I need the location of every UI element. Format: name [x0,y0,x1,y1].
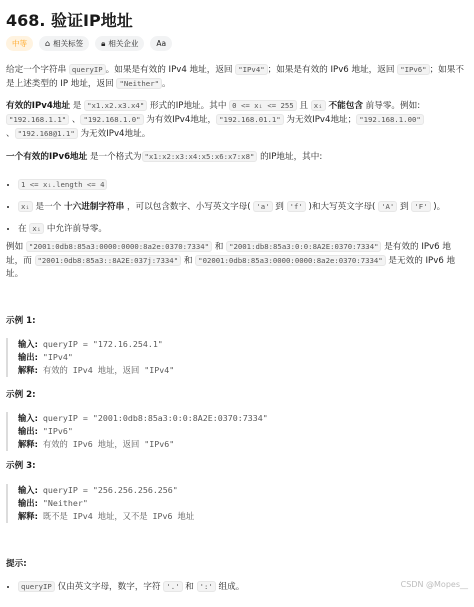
font-size-button[interactable] [150,36,172,51]
inline-code: queryIP [18,581,55,592]
inline-code: xᵢ [18,201,33,212]
example-3-heading: 示例 3: [6,461,36,471]
ipv4-text: 为无效IPv4地址。 [77,129,151,139]
list-item [18,196,466,218]
explanation-value: 有效的 IPv6 地址，返回 "IPv6" [42,439,175,449]
ipv6-text: 是一个格式为 [87,152,142,162]
ipv4-text: 、 [69,115,81,125]
output-value: "IPv4" [42,352,73,362]
example-text: 和 [181,256,196,266]
ipv6-text: 的IP地址，其中: [257,152,323,162]
inline-code: 'F' [411,201,430,212]
ipv4-emphasis: 不能包含 [325,101,363,111]
inline-code: 1 <= xᵢ.length <= 4 [18,179,107,190]
explanation-key: 解释: [18,511,38,521]
list-text: )。 [430,202,446,212]
input-key: 输入: [18,339,38,349]
list-text: 到 [272,202,287,212]
explanation-value: 有效的 IPv4 地址，返回 "IPv4" [42,365,175,375]
inline-code: 'A' [378,201,397,212]
ipv4-text: 形式的IP地址。其中 [147,101,230,111]
inline-code: "192.168@1.1" [15,128,78,139]
ipv4-text: 为有效IPv4地址， [143,115,217,125]
example-1-heading: 示例 1: [6,316,36,326]
list-text: )和大写英文字母( [305,202,379,212]
input-value: queryIP = "256.256.256.256" [42,485,178,495]
tag-icon: ⌂ [45,38,51,48]
explanation-value: 既不是 IPv4 地址，又不是 IPv6 地址 [42,511,195,521]
example-text: 是有效的 IPv6 地址，而 [6,242,451,266]
related-tags-button[interactable] [39,36,89,51]
list-text: 是一个 [32,202,65,212]
font-icon: Aa [156,39,167,48]
related-companies-label: 相关企业 [108,39,139,48]
inline-code: 'a' [253,201,272,212]
inline-code: "x1.x2.x3.x4" [84,100,147,111]
inline-code: xᵢ [29,223,44,234]
inline-code: xᵢ [311,100,326,111]
inline-code: "2001:db8:85a3:0:0:8A2E:0370:7334" [226,241,381,252]
example-text: 例如 [6,242,26,252]
output-key: 输出: [18,352,38,362]
output-key: 输出: [18,498,38,508]
ipv4-text: 且 [296,101,311,111]
hints-heading: 提示: [6,559,27,569]
example-text: 是无效的 IPv6 地址。 [6,256,456,279]
explanation-key: 解释: [18,439,38,449]
output-value: "IPv6" [42,426,73,436]
inline-code: "Neither" [116,78,162,89]
example-3-block [6,484,466,523]
difficulty-label: 中等 [12,39,27,48]
ipv6-paragraph [6,150,466,164]
hex-emphasis: 十六进制字符串 [64,202,125,212]
ipv4-text: 是 [70,101,85,111]
inline-code: "192.168.1.00" [356,114,424,125]
list-item [18,218,466,240]
inline-code: 0 <= xᵢ <= 255 [229,100,297,111]
input-key: 输入: [18,413,38,423]
explanation-key: 解释: [18,365,38,375]
input-value: queryIP = "2001:0db8:85a3:0:0:8A2E:0370:7334" [42,413,268,423]
intro-text: ；如果是有效的 IPv6 地址，返回 [267,65,398,75]
input-value: queryIP = "172.16.254.1" [42,339,163,349]
ipv4-text: 为无效IPv4地址； [283,115,357,125]
intro-paragraph [6,63,466,91]
list-text: 到 [397,202,412,212]
inline-code: "192.168.01.1" [216,114,284,125]
example-text: 和 [212,242,227,252]
list-item [18,580,466,594]
inline-code: "IPv6" [397,64,429,75]
hint-text: 仅由英文字母，数字，字符 [54,582,164,592]
tag-bar [6,36,172,51]
intro-text: ；如果不是上述类型的 IP 地址，返回 [6,65,464,89]
intro-text: 。 [162,79,171,89]
related-tags-label: 相关标签 [53,39,84,48]
ipv6-rules-list [6,174,466,240]
ipv4-term: 有效的IPv4地址 [6,101,71,111]
ipv6-term: 一个有效的IPv6地址 [6,152,88,162]
intro-text: 给定一个字符串 [6,65,69,75]
input-key: 输入: [18,485,38,495]
example-2-heading: 示例 2: [6,390,36,400]
page-title: 468. 验证IP地址 [6,11,133,30]
watermark: CSDN @Mopes__ [400,580,468,589]
list-item [18,174,466,196]
difficulty-badge [6,36,33,51]
list-text: 中允许前导零。 [44,224,108,234]
inline-code: ':' [197,581,216,592]
example-1-block [6,338,466,377]
ipv6-example-paragraph [6,240,466,281]
output-key: 输出: [18,426,38,436]
inline-code: "2001:0db8:85a3::8A2E:037j:7334" [35,255,182,266]
list-text: ，可以包含数字、小写英文字母( [124,202,254,212]
list-text: 在 [18,224,30,234]
hint-text: 和 [182,582,197,592]
inline-code: 'f' [287,201,306,212]
ipv4-text: 前导零。例如: [362,101,421,111]
ipv4-text: 、 [6,129,15,139]
hint-text: 组成。 [215,582,245,592]
inline-code: "02001:0db8:85a3:0000:0000:8a2e:0370:7334" [195,255,386,266]
inline-code: "2001:0db8:85a3:0000:0000:8a2e:0370:7334" [26,241,212,252]
related-companies-button[interactable] [95,36,144,51]
example-2-block [6,412,466,451]
inline-code: "192.168.1.1" [6,114,69,125]
inline-code: '.' [163,581,182,592]
inline-code: "x1:x2:x3:x4:x5:x6:x7:x8" [142,151,258,162]
intro-text: 。如果是有效的 IPv4 地址，返回 [105,65,236,75]
inline-code: "IPv4" [235,64,267,75]
output-value: "Neither" [42,498,88,508]
inline-code: "192.168.1.0" [80,114,143,125]
hints-list [6,580,466,594]
lock-icon: 🔒︎ [101,38,106,48]
ipv4-paragraph [6,99,466,141]
inline-code: queryIP [69,64,106,75]
